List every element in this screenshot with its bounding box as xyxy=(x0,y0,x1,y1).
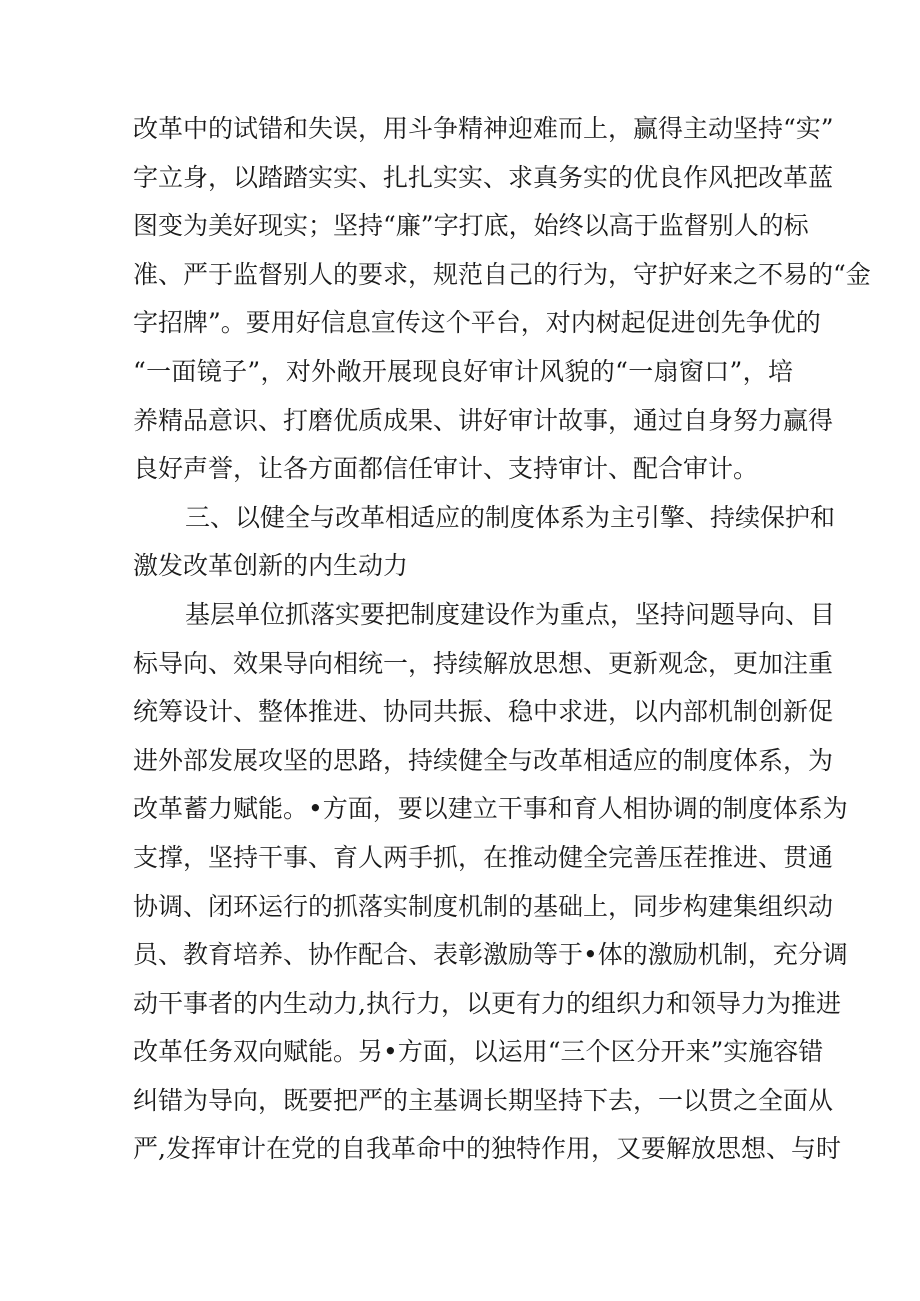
text-line: 员、教育培养、协作配合、表彰激励等于•体的激励机制，充分调 xyxy=(133,940,848,970)
text-line: 字立身，以踏踏实实、扎扎实实、求真务实的优良作风把改革蓝 xyxy=(133,162,834,192)
text-line: 支撑，坚持干事、育人两手抓，在推动健全完善压茬推进、贯通 xyxy=(133,842,834,872)
text-line: 图变为美好现实；坚持“廉”字打底，始终以高于监督别人的标 xyxy=(133,211,809,241)
text-line: 纠错为导向，既要把严的主基调长期坚持下去，一以贯之全面从 xyxy=(133,1085,834,1115)
section-heading-line: 三、以健全与改革相适应的制度体系为主引擎、持续保护和 xyxy=(185,502,836,532)
section-heading-end-line: 激发改革创新的内生动力 xyxy=(133,551,409,581)
text-line: 改革中的试错和失误，用斗争精神迎难而上，赢得主动坚持“实” xyxy=(133,114,834,143)
text-line: 改革蓄力赋能。•方面，要以建立干事和育人相协调的制度体系为 xyxy=(133,794,848,824)
paragraph-end-line: 良好声誉，让各方面都信任审计、支持审计、配合审计。 xyxy=(133,454,759,484)
text-line: 准、严于监督别人的要求，规范自己的行为，守护好来之不易的“金 xyxy=(133,259,871,289)
paragraph-start-line: 基层单位抓落实要把制度建设作为重点，坚持问题导向、目 xyxy=(185,599,836,629)
text-line: 字招牌”。要用好信息宣传这个平台，对内树起促进创先争优的 xyxy=(133,308,821,338)
text-line: 养精品意识、打磨优质成果、讲好审计故事，通过自身努力赢得 xyxy=(133,405,834,435)
text-line: 统筹设计、整体推进、协同共振、稳中求进，以内部机制创新促 xyxy=(133,697,834,727)
text-line: 动干事者的内生动力,执行力，以更有力的组织力和领导力为推进 xyxy=(133,988,841,1018)
text-line: 严,发挥审计在党的自我革命中的独特作用，又要解放思想、与时 xyxy=(133,1134,841,1164)
document-body xyxy=(133,105,871,1174)
text-line: 进外部发展攻坚的思路，持续健全与改革相适应的制度体系，为 xyxy=(133,745,834,775)
text-line: 标导向、效果导向相统一，持续解放思想、更新观念，更加注重 xyxy=(133,648,834,678)
text-line: “一面镜子”，对外敞开展现良好审计风貌的“一扇窗口”，培 xyxy=(133,356,793,386)
text-line: 协调、闭环运行的抓落实制度机制的基础上，同步构建集组织动 xyxy=(133,891,834,921)
text-line: 改革任务双向赋能。另•方面，以运用“三个区分开来”实施容错 xyxy=(133,1037,824,1067)
